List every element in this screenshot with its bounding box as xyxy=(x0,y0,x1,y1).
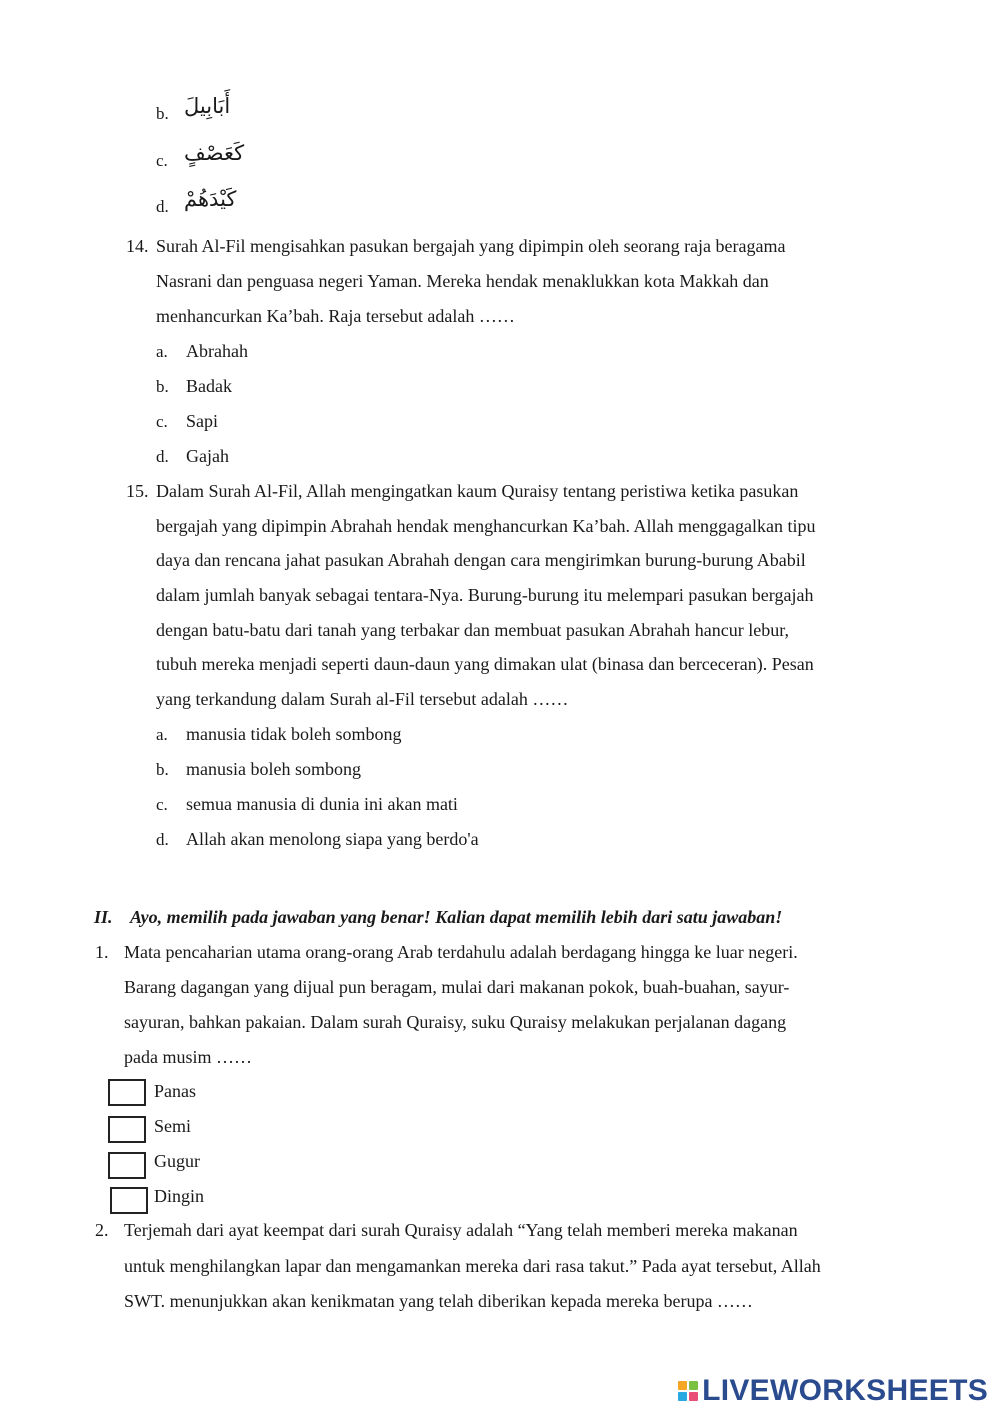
arabic-option: كَيْدَهُمْ xyxy=(184,187,237,211)
section-instruction: Ayo, memilih pada jawaban yang benar! Kalian dapat memilih lebih dari satu jawaban! xyxy=(130,907,783,927)
option-text: semua manusia di dunia ini akan mati xyxy=(186,794,458,814)
option-letter: d. xyxy=(156,197,169,216)
question-text-line: SWT. menunjukkan akan kenikmatan yang telah diberikan kepada mereka berupa …… xyxy=(124,1291,753,1311)
answer-checkbox[interactable] xyxy=(110,1187,148,1214)
choice-label: Semi xyxy=(154,1116,192,1136)
question-text-line: dalam jumlah banyak sebagai tentara-Nya. Burung-burung itu melempari pasukan bergajah xyxy=(156,585,814,605)
question-number: 1. xyxy=(95,942,109,962)
logo-icon xyxy=(678,1381,698,1401)
option-letter: d. xyxy=(156,447,169,466)
question-number: 15. xyxy=(126,481,149,501)
choice-label: Panas xyxy=(154,1081,196,1101)
option-letter: d. xyxy=(156,830,169,849)
arabic-option: كَعَصْفٍ xyxy=(184,141,245,165)
question-text-line: Surah Al-Fil mengisahkan pasukan bergajah yang dipimpin oleh seorang raja beragama xyxy=(156,236,786,256)
choice-label: Gugur xyxy=(154,1151,200,1171)
option-text: Abrahah xyxy=(186,341,248,361)
question-text-line: tubuh mereka menjadi seperti daun-daun yang dimakan ulat (binasa dan berceceran). Pesan xyxy=(156,654,814,674)
question-text-line: dengan batu-batu dari tanah yang terbakar dan membuat pasukan Abrahah hancur lebur, xyxy=(156,620,790,640)
liveworksheets-logo xyxy=(678,1374,988,1408)
option-letter: b. xyxy=(156,760,169,779)
option-letter: c. xyxy=(156,795,168,814)
brand-name: LIVEWORKSHEETS xyxy=(702,1374,988,1407)
answer-checkbox[interactable] xyxy=(108,1116,146,1143)
option-text: Allah akan menolong siapa yang berdo'a xyxy=(186,829,479,849)
option-text: Sapi xyxy=(186,411,219,431)
logo-square xyxy=(678,1381,687,1390)
option-letter: a. xyxy=(156,342,168,361)
choice-label: Dingin xyxy=(154,1186,205,1206)
question-text-line: menhancurkan Ka’bah. Raja tersebut adalah …… xyxy=(156,306,515,326)
option-text: Gajah xyxy=(186,446,229,466)
option-text: manusia boleh sombong xyxy=(186,759,361,779)
answer-checkbox[interactable] xyxy=(108,1152,146,1179)
question-text-line: Terjemah dari ayat keempat dari surah Quraisy adalah “Yang telah memberi mereka makanan xyxy=(124,1220,798,1240)
option-letter: b. xyxy=(156,104,169,123)
option-letter: c. xyxy=(156,412,168,431)
question-text-line: untuk menghilangkan lapar dan mengamankan mereka dari rasa takut.” Pada ayat tersebut, Allah xyxy=(124,1256,821,1276)
option-text: Badak xyxy=(186,376,232,396)
logo-square xyxy=(689,1392,698,1401)
option-text: manusia tidak boleh sombong xyxy=(186,724,402,744)
question-text-line: bergajah yang dipimpin Abrahah hendak menghancurkan Ka’bah. Allah menggagalkan tipu xyxy=(156,516,816,536)
question-text-line: pada musim …… xyxy=(124,1047,252,1067)
logo-square xyxy=(678,1392,687,1401)
option-letter: c. xyxy=(156,151,168,170)
question-text-line: Dalam Surah Al-Fil, Allah mengingatkan kaum Quraisy tentang peristiwa ketika pasukan xyxy=(156,481,799,501)
question-number: 14. xyxy=(126,236,149,256)
answer-checkbox[interactable] xyxy=(108,1079,146,1106)
logo-square xyxy=(689,1381,698,1390)
question-text-line: sayuran, bahkan pakaian. Dalam surah Quraisy, suku Quraisy melakukan perjalanan dagang xyxy=(124,1012,787,1032)
question-text-line: yang terkandung dalam Surah al-Fil tersebut adalah …… xyxy=(156,689,569,709)
question-text-line: Nasrani dan penguasa negeri Yaman. Mereka hendak menaklukkan kota Makkah dan xyxy=(156,271,769,291)
option-letter: b. xyxy=(156,377,169,396)
question-text-line: Barang dagangan yang dijual pun beragam, mulai dari makanan pokok, buah-buahan, sayur- xyxy=(124,977,790,997)
option-letter: a. xyxy=(156,725,168,744)
question-text-line: daya dan rencana jahat pasukan Abrahah dengan cara mengirimkan burung-burung Ababil xyxy=(156,550,806,570)
section-numeral: II. xyxy=(94,907,113,927)
question-number: 2. xyxy=(95,1220,109,1240)
arabic-option: أَبَابِيلَ xyxy=(184,94,231,118)
question-text-line: Mata pencaharian utama orang-orang Arab terdahulu adalah berdagang hingga ke luar negeri. xyxy=(124,942,798,962)
